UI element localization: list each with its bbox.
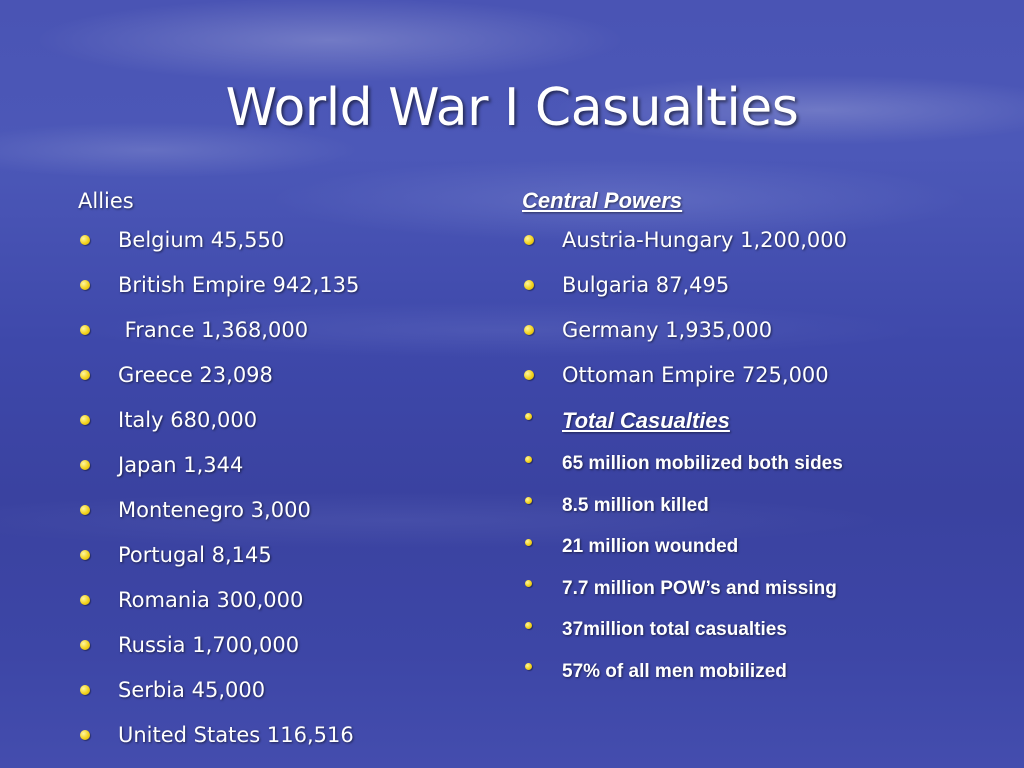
bullet-icon: [80, 235, 90, 245]
list-item-text: 57% of all men mobilized: [562, 660, 787, 682]
central-powers-list: [522, 218, 1002, 443]
list-item: [78, 308, 498, 353]
list-item: [78, 578, 498, 623]
list-item: [78, 488, 498, 533]
list-item: [522, 526, 1002, 568]
list-item: [522, 609, 1002, 651]
bullet-icon: [80, 685, 90, 695]
list-item-text: 37million total casualties: [562, 619, 787, 640]
list-item: [78, 623, 498, 668]
list-item-text: France 1,368,000: [118, 318, 309, 342]
bullet-icon: [524, 370, 534, 380]
list-item-text: Montenegro 3,000: [118, 498, 311, 522]
list-item-text: Austria-Hungary 1,200,000: [562, 228, 847, 252]
list-item: [522, 353, 1002, 398]
list-item: [522, 568, 1002, 610]
list-item-text: Bulgaria 87,495: [562, 273, 730, 297]
list-item-text: Japan 1,344: [118, 453, 244, 477]
total-casualties-label: Total Casualties: [562, 408, 730, 433]
list-item-text: 21 million wounded: [562, 536, 739, 557]
list-item: [78, 668, 498, 713]
list-item: [522, 443, 1002, 485]
list-item-text: Italy 680,000: [118, 408, 258, 432]
list-item: [522, 218, 1002, 263]
list-item: [78, 398, 498, 443]
list-item: [78, 218, 498, 263]
bullet-icon: [80, 460, 90, 470]
bullet-icon: [525, 622, 532, 629]
bullet-icon: [80, 415, 90, 425]
bullet-icon: [80, 505, 90, 515]
list-item: [522, 308, 1002, 353]
bullet-icon: [525, 580, 532, 587]
list-item-text: 7.7 million POW’s and missing: [562, 577, 837, 599]
list-item: [78, 713, 498, 758]
slide-title: World War I Casualties: [225, 78, 799, 138]
list-item: [78, 443, 498, 488]
bullet-icon: [524, 235, 534, 245]
list-item-text: Greece 23,098: [118, 363, 273, 387]
list-item-text: Germany 1,935,000: [562, 318, 773, 342]
list-item-text: Russia 1,700,000: [118, 633, 300, 657]
bullet-icon: [80, 730, 90, 740]
bullet-icon: [525, 456, 532, 463]
bullet-icon: [524, 325, 534, 335]
bullet-icon: [80, 280, 90, 290]
list-item: [522, 263, 1002, 308]
allies-heading: Allies: [78, 189, 134, 213]
bullet-icon: [80, 595, 90, 605]
list-item-text: Belgium 45,550: [118, 228, 285, 252]
bullet-icon: [80, 550, 90, 560]
bullet-icon: [525, 413, 532, 420]
list-item-text: Ottoman Empire 725,000: [562, 363, 829, 387]
list-item-text: 8.5 million killed: [562, 494, 709, 516]
list-item-text: United States 116,516: [118, 723, 354, 747]
list-item: [522, 485, 1002, 527]
bullet-icon: [80, 325, 90, 335]
bullet-icon: [80, 370, 90, 380]
bullet-icon: [525, 539, 532, 546]
bullet-icon: [524, 280, 534, 290]
list-item: [522, 651, 1002, 693]
bullet-icon: [80, 640, 90, 650]
list-item: [78, 533, 498, 578]
central-powers-heading: Central Powers: [522, 188, 683, 213]
list-item: [78, 353, 498, 398]
list-item-text: 65 million mobilized both sides: [562, 453, 843, 474]
totals-list: [522, 443, 1002, 692]
list-item-text: British Empire 942,135: [118, 273, 360, 297]
list-item-text: Romania 300,000: [118, 588, 304, 612]
bullet-icon: [525, 497, 532, 504]
list-item-text: Serbia 45,000: [118, 678, 266, 702]
list-item-text: Portugal 8,145: [118, 543, 272, 567]
bullet-icon: [525, 663, 532, 670]
allies-list: [78, 218, 498, 758]
list-item: [78, 263, 498, 308]
central-powers-column: [522, 184, 1002, 692]
total-casualties-heading: [522, 398, 1002, 443]
allies-column: [78, 184, 498, 758]
